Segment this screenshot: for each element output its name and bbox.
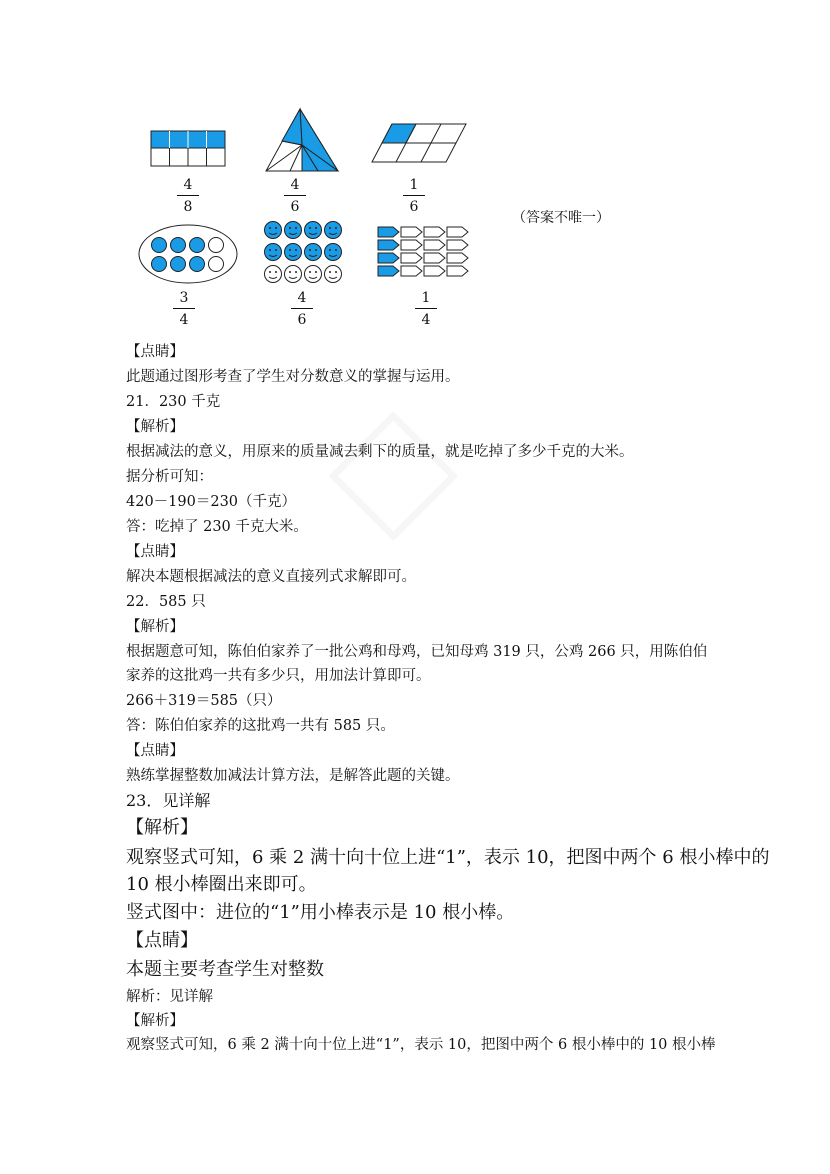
text-line: 据分析可知： [126,469,213,485]
heading-jiexi: 【解析】 [126,1013,184,1029]
text-line: 解析：见详解 [126,989,213,1005]
text-line: 答：陈伯伯家养的这批鸡一共有 585 只。 [126,718,395,734]
equation: 266＋319＝585（只） [126,693,282,709]
numerator: 4 [290,177,300,193]
heading-jiexi: 【解析】 [126,619,184,635]
triangle-figure [262,107,342,173]
numerator: 1 [409,177,419,193]
text-line: 此题通过图形考查了学生对分数意义的掌握与运用。 [126,369,460,385]
text-line: 竖式图中：进位的“1”用小棒表示是 10 根小棒。 [126,902,515,923]
text-line: 本题主要考查学生对整数 [126,959,324,980]
text-line: 观察竖式可知，6 乘 2 满十向十位上进“1”，表示 10，把图中两个 6 根小棒中的 10 根小棒 [126,1037,716,1053]
heading-dianjing: 【点睛】 [126,743,184,759]
answer-23: 23．见详解 [126,791,211,810]
heading-jiexi: 【解析】 [126,817,198,838]
equation: 420－190＝230（千克） [126,494,297,510]
smiley-faces-figure [262,220,346,286]
fraction-4 [164,290,204,328]
fraction-1 [168,177,208,215]
denominator: 8 [183,199,193,215]
arrow-tags-figure [376,224,472,280]
text-line: 观察竖式可知，6 乘 2 满十向十位上进“1”，表示 10，把图中两个 6 根小棒中的 [126,847,770,868]
numerator: 4 [183,177,193,193]
rect-grid-figure [150,129,228,169]
ellipse-circles-figure [136,222,240,286]
text-line: 解决本题根据减法的意义直接列式求解即可。 [126,569,416,585]
answer-note: （答案不唯一） [512,210,610,226]
text-line: 10 根小棒圈出来即可。 [126,874,317,895]
text-line: 答：吃掉了 230 千克大米。 [126,519,308,535]
watermark [297,380,475,558]
denominator: 4 [179,312,189,328]
fraction-6 [406,290,446,328]
heading-dianjing: 【点睛】 [126,344,184,360]
text-line: 熟练掌握整数加减法计算方法，是解答此题的关键。 [126,768,460,784]
text-line: 根据减法的意义，用原来的质量减去剩下的质量，就是吃掉了多少千克的大米。 [126,444,634,460]
heading-dianjing: 【点睛】 [126,930,198,951]
text-line: 家养的这批鸡一共有多少只，用加法计算即可。 [126,668,431,684]
denominator: 6 [297,312,307,328]
fraction-2 [275,177,315,215]
denominator: 4 [421,312,431,328]
fraction-5 [282,290,322,328]
numerator: 1 [421,290,431,306]
fraction-3 [394,177,434,215]
heading-jiexi: 【解析】 [126,419,184,435]
denominator: 6 [290,199,300,215]
parallelogram-figure [370,122,470,164]
denominator: 6 [409,199,419,215]
numerator: 3 [179,290,189,306]
answer-22: 22．585 只 [126,594,206,610]
heading-dianjing: 【点睛】 [126,544,184,560]
numerator: 4 [297,290,307,306]
text-line: 根据题意可知，陈伯伯家养了一批公鸡和母鸡，已知母鸡 319 只，公鸡 266 只，用陈伯伯 [126,644,708,660]
answer-21: 21．230 千克 [126,394,221,410]
